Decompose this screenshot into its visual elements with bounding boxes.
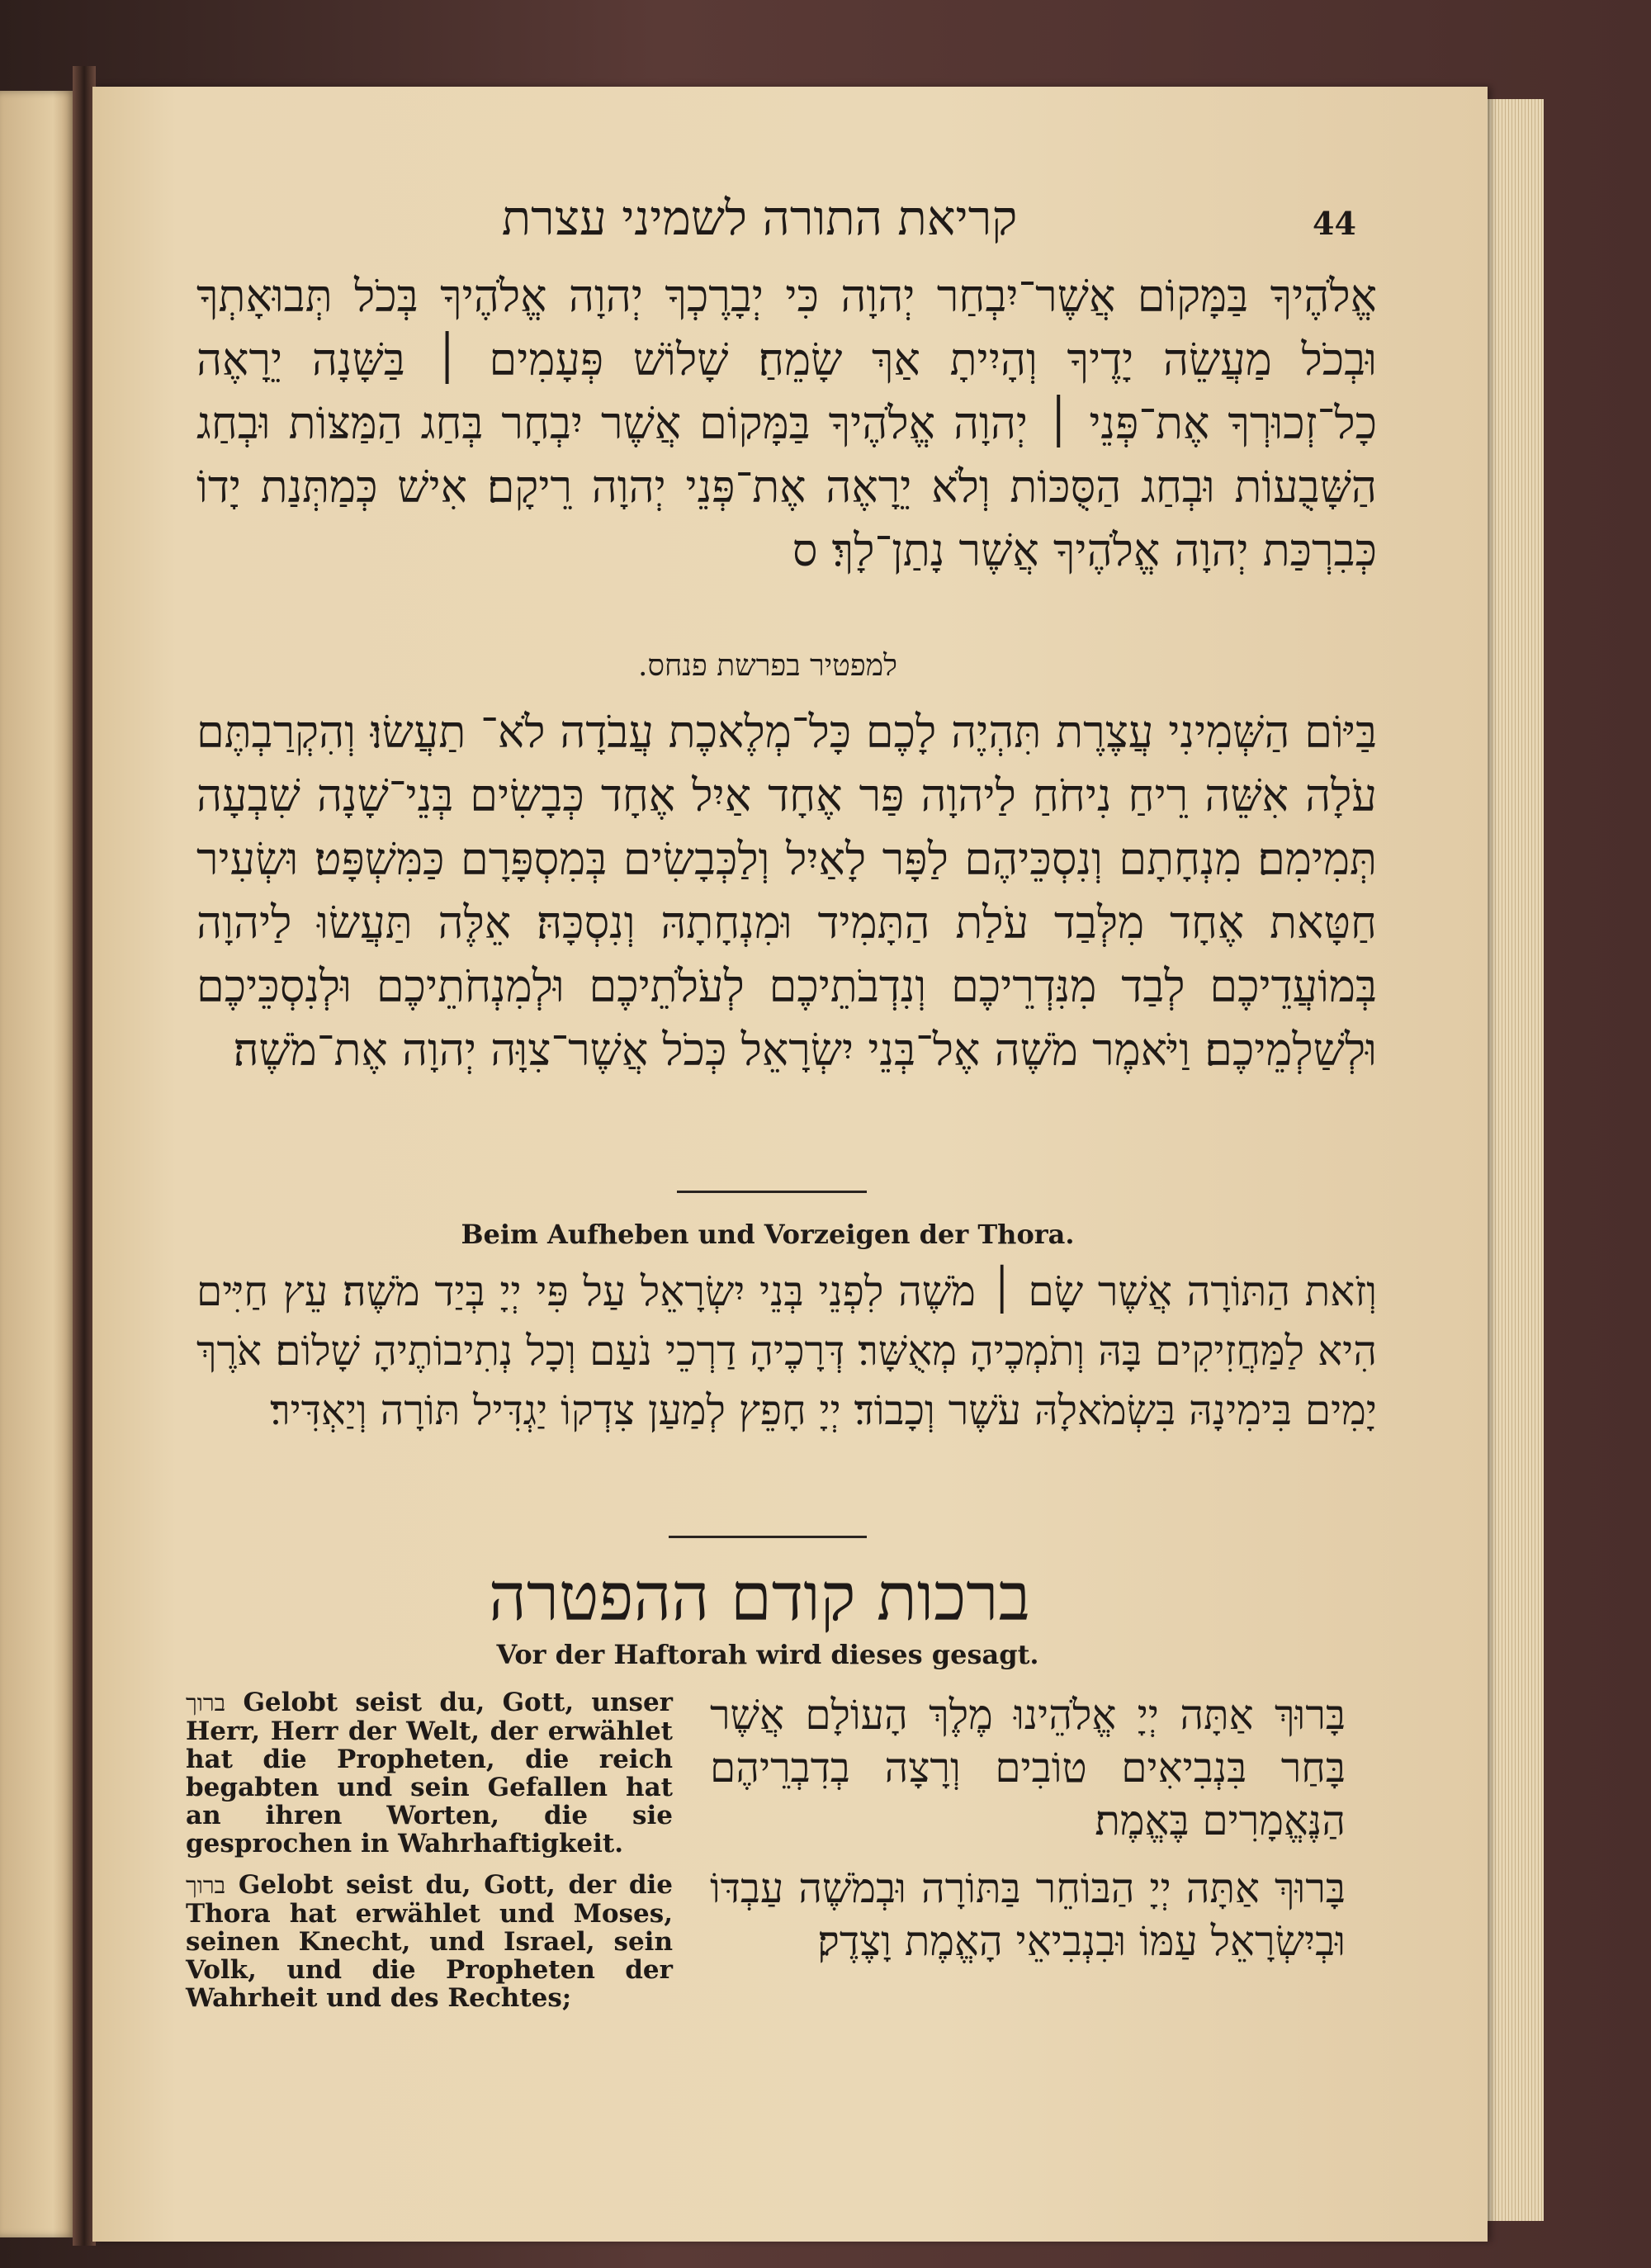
previous-page-edge bbox=[0, 91, 76, 2237]
haftarah-blessings-title: ברכות קודם ההפטרה bbox=[488, 1559, 1031, 1636]
hebrew-prefix: ברוך bbox=[186, 1872, 226, 1899]
hebrew-prefix: ברוך bbox=[186, 1689, 226, 1716]
hebrew-blessing-1: בָּרוּךְ אַתָּה יְיָ אֱלֹהֵינוּ מֶלֶךְ הָעוֹלָם אֲשֶׁר בָּחַר בִּנְבִיאִים טוֹבִים וְרָצָה בְדִבְרֵיהֶם הַנֶּאֱמָרִים בֶּאֱמֶת׃ bbox=[710, 1691, 1346, 1844]
german-paragraph-2 bbox=[186, 1871, 673, 2012]
torah-lifting-caption: Beim Aufheben und Vorzeigen der Thora. bbox=[461, 1219, 1075, 1250]
hebrew-text-block-1: אֱלֹהֶיךָ בַּמָּקוֹם אֲשֶׁר־יִבְחַר יְהוָה כִּי יְבָרֶכְךָ יְהוָה אֱלֹהֶיךָ בְּכֹל תְּבוּאָתְךָ וּבְכֹל מַעֲשֵׂה יָדֶיךָ וְהָיִיתָ אַךְ שָׂמֵחַ׃ שָׁלוֹשׁ פְּעָמִים ׀ בַּשָּׁנָה יֵרָאֶה כָל־זְכוּרְךָ אֶת־פְּנֵי ׀ יְהוָה אֱלֹהֶיךָ בַּמָּקוֹם אֲשֶׁר יִבְחָר בְּחַג הַמַּצּוֹת וּבְחַג הַשָּׁבֻעוֹת וּבְחַג הַסֻּכּוֹת וְלֹא יֵרָאֶה אֶת־פְּנֵי יְהוָה רֵיקָם׃ אִישׁ כְּמַתְּנַת יָדוֹ כְּבִרְכַּת יְהוָה אֱלֹהֶיךָ אֲשֶׁר נָתַן־לָךְ׃ ס bbox=[196, 270, 1377, 576]
german-paragraph-1 bbox=[186, 1688, 673, 1858]
page-header-title: קריאת התורה לשמיני עצרת bbox=[501, 190, 1018, 246]
german-text: Gelobt seist du, Gott, unser Herr, Herr der Welt, der erwählet hat die Propheten, die reich begabten und sein Gefallen hat an ihren Worten, die sie gesprochen in Wahrhaftigkeit. bbox=[186, 1688, 674, 1858]
hebrew-text-block-2: בַּיּוֹם הַשְּׁמִינִי עֲצֶרֶת תִּהְיֶה לָכֶם כָּל־מְלֶאכֶת עֲבֹדָה לֹא־ תַעֲשׂוּ׃ וְהִקְרַבְתֶּם עֹלָה אִשֵּׁה רֵיחַ נִיחֹחַ לַיהוָה פַּר אֶחָד אַיִל אֶחָד כְּבָשִׂים בְּנֵי־שָׁנָה שִׁבְעָה תְּמִימִם׃ מִנְחָתָם וְנִסְכֵּיהֶם לַפָּר לָאַיִל וְלַכְּבָשִׂים בְּמִסְפָּרָם כַּמִּשְׁפָּט׃ וּשְׂעִיר חַטָּאת אֶחָד מִלְּבַד עֹלַת הַתָּמִיד וּמִנְחָתָהּ וְנִסְכָּהּ׃ אֵלֶּה תַּעֲשׂוּ לַיהוָה בְּמוֹעֲדֵיכֶם לְבַד מִנִּדְרֵיכֶם וְנִדְבֹתֵיכֶם לְעֹלֹתֵיכֶם וּלְמִנְחֹתֵיכֶם וּלְנִסְכֵּיכֶם וּלְשַׁלְמֵיכֶם׃ וַיֹּאמֶר מֹשֶׁה אֶל־בְּנֵי יִשְׂרָאֵל כְּכֹל אֲשֶׁר־צִוָּה יְהוָה אֶת־מֹשֶׁה׃ bbox=[196, 706, 1378, 1076]
page-stack-edge bbox=[1486, 99, 1544, 2221]
divider-rule-2 bbox=[669, 1536, 867, 1538]
hebrew-blessings-column bbox=[710, 1688, 1346, 1982]
maftir-heading: למפטיר בפרשת פנחס. bbox=[638, 649, 897, 683]
page-number: 44 bbox=[1313, 205, 1356, 242]
haftarah-caption: Vor der Haftorah wird dieses gesagt. bbox=[496, 1639, 1039, 1670]
german-translation-column bbox=[186, 1688, 673, 2025]
torah-lifting-text: וְזֹאת הַתּוֹרָה אֲשֶׁר שָׂם ׀ מֹשֶׁה לִפְנֵי בְּנֵי יִשְׂרָאֵל עַל פִּי יְיָ בְּיַד מֹשֶׁה׃ עֵץ חַיִּים הִיא לַמַּחֲזִיקִים בָּהּ וְתֹמְכֶיהָ מְאֻשָּׁר׃ דְּרָכֶיהָ דַרְכֵי נֹעַם וְכָל נְתִיבוֹתֶיהָ שָׁלוֹם׃ אֹרֶךְ יָמִים בִּימִינָהּ בִּשְׂמֹאלָהּ עֹשֶׁר וְכָבוֹד׃ יְיָ חָפֵץ לְמַעַן צִדְקוֹ יַגְדִּיל תּוֹרָה וְיַאְדִּיר׃ bbox=[196, 1267, 1377, 1434]
hebrew-blessing-2: בָּרוּךְ אַתָּה יְיָ הַבּוֹחֵר בַּתּוֹרָה וּבְמֹשֶׁה עַבְדּוֹ וּבְיִשְׂרָאֵל עַמּוֹ וּבִנְבִיאֵי הָאֱמֶת וָצֶדֶק׃ bbox=[710, 1864, 1346, 1965]
divider-rule bbox=[677, 1191, 867, 1193]
german-text: Gelobt seist du, Gott, der die Thora hat erwählet und Moses, seinen Knecht, und Israel, sein Volk, und die Propheten der Wahrheit und des Rechtes; bbox=[186, 1870, 674, 2013]
